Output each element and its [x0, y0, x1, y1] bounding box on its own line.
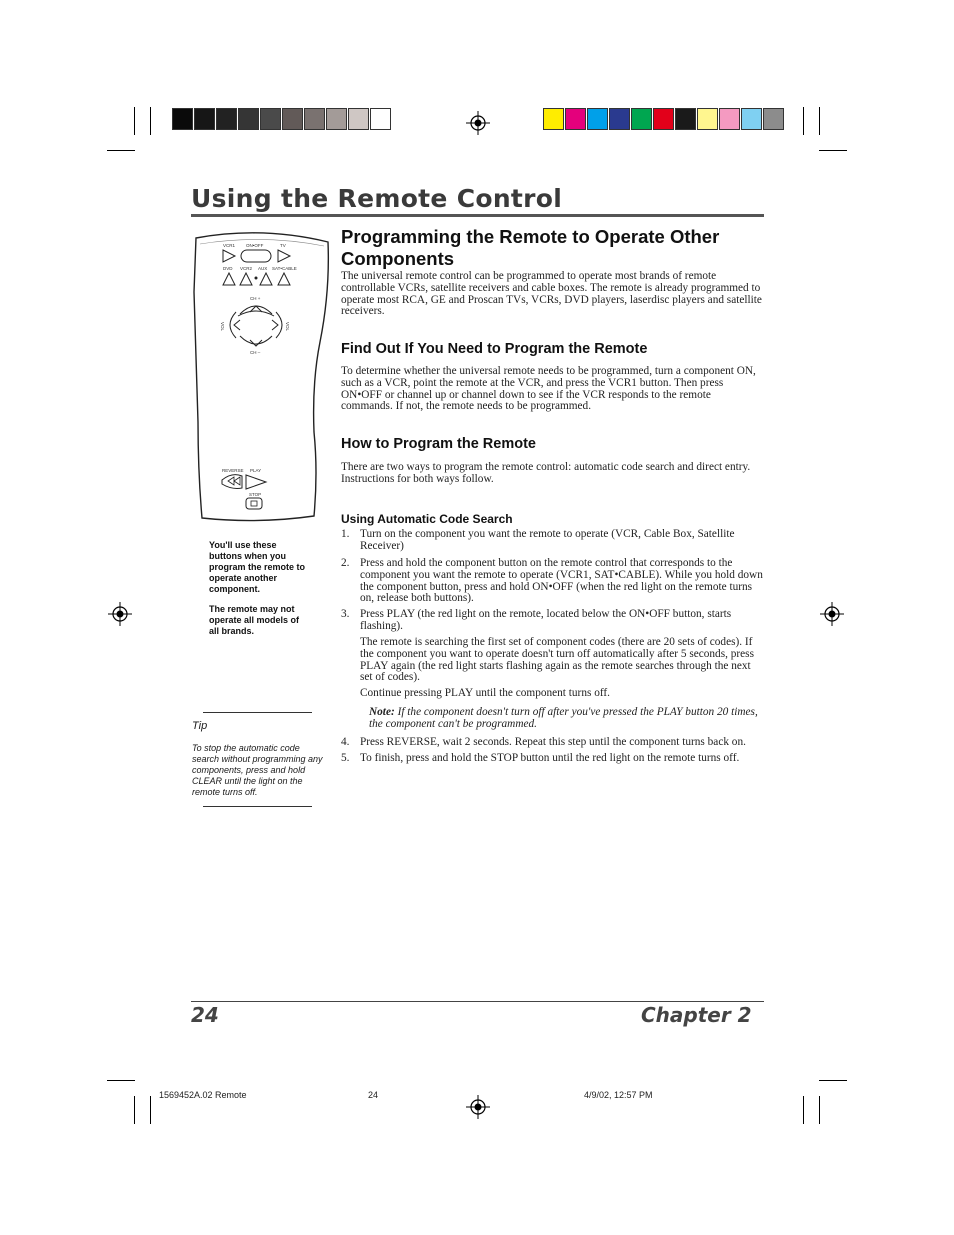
remote-label-vcr2: VCR2	[240, 266, 253, 271]
color-swatch	[697, 108, 718, 130]
step-3-detail: The remote is searching the first set of component codes (there are 20 sets of codes). If the component you want to operate doesn't turn off automatically after 5 seconds, press PLAY again (the red light starts flashing again as the remote searches through the next set of codes).	[360, 636, 754, 684]
color-swatch	[719, 108, 740, 130]
step-number: 4.	[341, 736, 350, 748]
step-number: 3.	[341, 608, 350, 620]
how-to-paragraph: There are two ways to program the remote control: automatic code search and direct entry. Instructions for both ways follow.	[341, 461, 751, 485]
note-text: If the component doesn't turn off after you've pressed the PLAY button 20 times, the component can't be programmed.	[369, 706, 758, 730]
remote-label-dvd: DVD	[223, 266, 233, 271]
gray-swatch	[194, 108, 215, 130]
remote-label-aux: AUX	[258, 266, 268, 271]
gray-swatch	[370, 108, 391, 130]
color-swatch	[565, 108, 586, 130]
color-swatch	[763, 108, 784, 130]
note	[369, 706, 759, 730]
step-number: 2.	[341, 557, 350, 569]
gray-swatch	[172, 108, 193, 130]
step-text: Press REVERSE, wait 2 seconds. Repeat this step until the component turns back on.	[360, 736, 746, 748]
footer-rule	[191, 1001, 764, 1002]
sidebar-note-models: The remote may not operate all models of all brands.	[209, 604, 300, 636]
slug-page: 24	[368, 1090, 379, 1100]
remote-label-ch-minus: CH –	[250, 350, 261, 355]
intro-paragraph: The universal remote control can be programmed to operate most brands of remote controllable VCRs, satellite receivers and cable boxes. The remote is already programmed to operate most RCA, GE and Proscan TVs, VCRs, DVD players, laserdisc players and satellite receivers.	[341, 270, 762, 318]
color-swatch	[543, 108, 564, 130]
page-number: 24	[191, 1003, 219, 1027]
slug-filename: 1569452A.02 Remote	[159, 1090, 247, 1100]
remote-label-vol-plus: VOL	[285, 322, 290, 332]
color-swatch	[587, 108, 608, 130]
step-number: 1.	[341, 528, 350, 540]
remote-label-sat-cable: SAT•CABLE	[272, 266, 297, 271]
remote-control-illustration	[188, 232, 336, 524]
title-rule	[191, 214, 764, 217]
slug-date: 4/9/02, 12:57 PM	[584, 1090, 653, 1100]
remote-label-vcr1: VCR1	[223, 243, 236, 248]
color-swatch	[675, 108, 696, 130]
note-label: Note:	[369, 706, 395, 718]
registration-mark-bottom	[466, 1095, 490, 1119]
step-text: To finish, press and hold the STOP button until the red light on the remote turns off.	[360, 752, 740, 764]
gray-swatch	[260, 108, 281, 130]
tip-rule-bottom	[203, 806, 312, 807]
step-text: Press and hold the component button on the remote control that corresponds to the component you want the remote to operate (VCR1, SAT•CABLE). While you hold down the component button, press and hold ON•OFF (when the red light on the remote turns on, release both buttons).	[360, 557, 763, 605]
remote-label-reverse: REVERSE	[222, 468, 244, 473]
heading-how-to: How to Program the Remote	[341, 436, 536, 452]
remote-label-on-off: ON•OFF	[246, 243, 264, 248]
remote-label-vol-minus: VOL	[220, 322, 225, 332]
gray-swatch	[216, 108, 237, 130]
chapter-label: Chapter 2	[641, 1003, 752, 1027]
step-number: 5.	[341, 752, 350, 764]
gray-swatch	[304, 108, 325, 130]
tip-text: To stop the automatic code search without programming any components, press and hold CLEAR until the light on the remote turns off.	[192, 743, 323, 797]
gray-swatch	[282, 108, 303, 130]
tip-label: Tip	[192, 720, 208, 732]
gray-swatch	[326, 108, 347, 130]
color-swatch	[631, 108, 652, 130]
color-swatch	[653, 108, 674, 130]
remote-label-tv: TV	[280, 243, 286, 248]
step-text: Turn on the component you want the remote to operate (VCR, Cable Box, Satellite Receiver)	[360, 528, 735, 552]
find-out-paragraph: To determine whether the universal remote needs to be programmed, turn a component ON, such as a VCR, point the remote at the VCR, and press the VCR1 button. Then press ON•OFF or channel up or channel down to see if the VCR responds to the remote commands. If not, the remote needs to be programmed.	[341, 365, 756, 413]
section-heading-programming: Programming the Remote to Operate Other Components	[341, 226, 720, 269]
registration-mark-left	[108, 602, 132, 626]
remote-label-stop: STOP	[249, 492, 262, 497]
gray-swatch	[238, 108, 259, 130]
heading-find-out: Find Out If You Need to Program the Remote	[341, 341, 648, 357]
page-title: Using the Remote Control	[191, 184, 563, 213]
step-3-continue: Continue pressing PLAY until the component turns off.	[360, 687, 610, 699]
remote-label-play: PLAY	[250, 468, 262, 473]
heading-auto-search: Using Automatic Code Search	[341, 512, 513, 526]
tip-rule-top	[203, 712, 312, 713]
gray-swatch	[348, 108, 369, 130]
color-swatch	[609, 108, 630, 130]
color-swatch	[741, 108, 762, 130]
remote-label-ch-plus: CH +	[250, 296, 261, 301]
registration-mark-right	[820, 602, 844, 626]
sidebar-note-buttons: You'll use these buttons when you program the remote to operate another component.	[209, 540, 306, 594]
registration-mark-top	[466, 111, 490, 135]
step-text: Press PLAY (the red light on the remote, located below the ON•OFF button, starts flashing).	[360, 608, 732, 632]
